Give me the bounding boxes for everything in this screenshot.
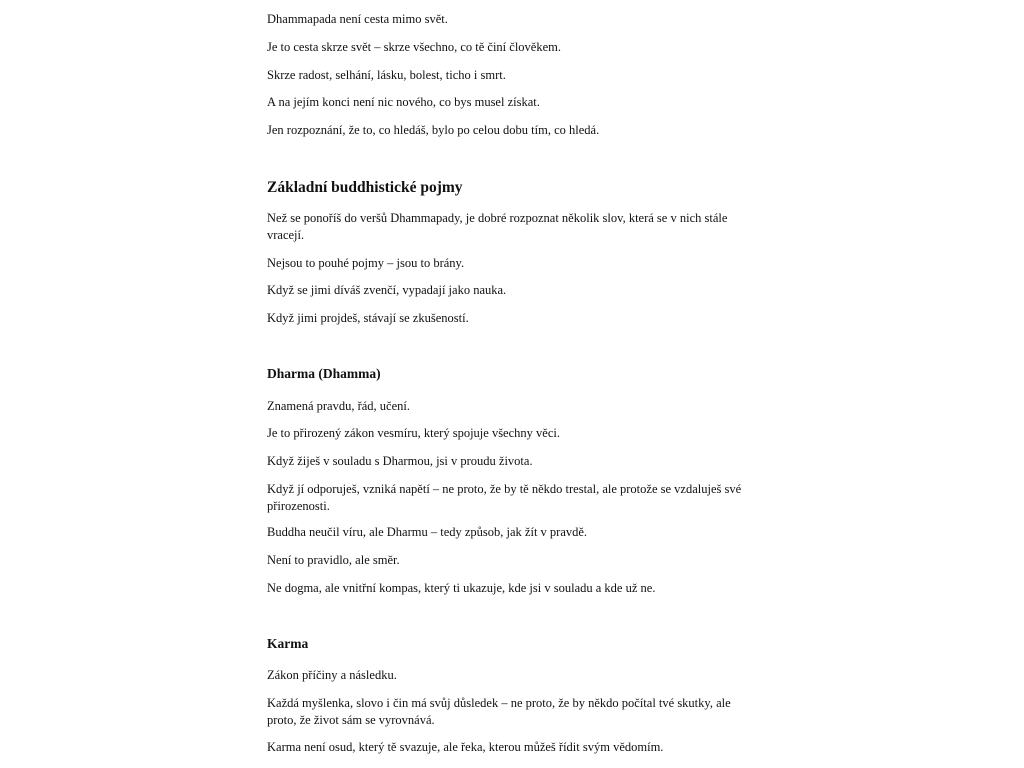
karma-line-3: Karma není osud, který tě svazuje, ale řeka, kterou můžeš řídit svým vědomím. xyxy=(267,740,664,754)
concepts-line-1: Než se ponoříš do veršů Dhammapady, je dobré rozpoznat několik slov, která se v nich stále vracejí. xyxy=(267,211,728,242)
intro-line-1: Dhammapada není cesta mimo svět. xyxy=(267,12,448,26)
concepts-line-3: Když se jimi díváš zvenčí, vypadají jako nauka. xyxy=(267,283,507,297)
concepts-line-2: Nejsou to pouhé pojmy – jsou to brány. xyxy=(267,256,465,270)
dharma-heading: Dharma (Dhamma) xyxy=(267,366,381,381)
intro-line-3: Skrze radost, selhání, lásku, bolest, ticho i smrt. xyxy=(267,68,506,82)
intro-line-2: Je to cesta skrze svět – skrze všechno, co tě činí člověkem. xyxy=(267,40,561,54)
karma-line-1: Zákon příčiny a následku. xyxy=(267,668,397,682)
concepts-line-4: Když jimi projdeš, stávají se zkušeností. xyxy=(267,311,469,325)
dharma-line-6: Není to pravidlo, ale směr. xyxy=(267,553,400,567)
intro-line-4: A na jejím konci není nic nového, co bys musel získat. xyxy=(267,95,540,109)
concepts-heading: Základní buddhistické pojmy xyxy=(267,179,463,196)
dharma-line-3: Když žiješ v souladu s Dharmou, jsi v proudu života. xyxy=(267,454,533,468)
dharma-line-2: Je to přirozený zákon vesmíru, který spojuje všechny věci. xyxy=(267,426,560,440)
dharma-line-5: Buddha neučil víru, ale Dharmu – tedy způsob, jak žít v pravdě. xyxy=(267,525,588,539)
intro-line-5: Jen rozpoznání, že to, co hledáš, bylo po celou dobu tím, co hledá. xyxy=(267,123,600,137)
dharma-line-1: Znamená pravdu, řád, učení. xyxy=(267,399,410,413)
karma-heading: Karma xyxy=(267,636,309,651)
dharma-line-7: Ne dogma, ale vnitřní kompas, který ti ukazuje, kde jsi v souladu a kde už ne. xyxy=(267,581,656,595)
dharma-line-4: Když jí odporuješ, vzniká napětí – ne proto, že by tě někdo trestal, ale protože se vzdaluješ své přirozenosti. xyxy=(267,482,742,513)
karma-line-2: Každá myšlenka, slovo i čin má svůj důsledek – ne proto, že by někdo počítal tvé skutky, ale proto, že život sám se vyrovnává. xyxy=(267,696,731,727)
